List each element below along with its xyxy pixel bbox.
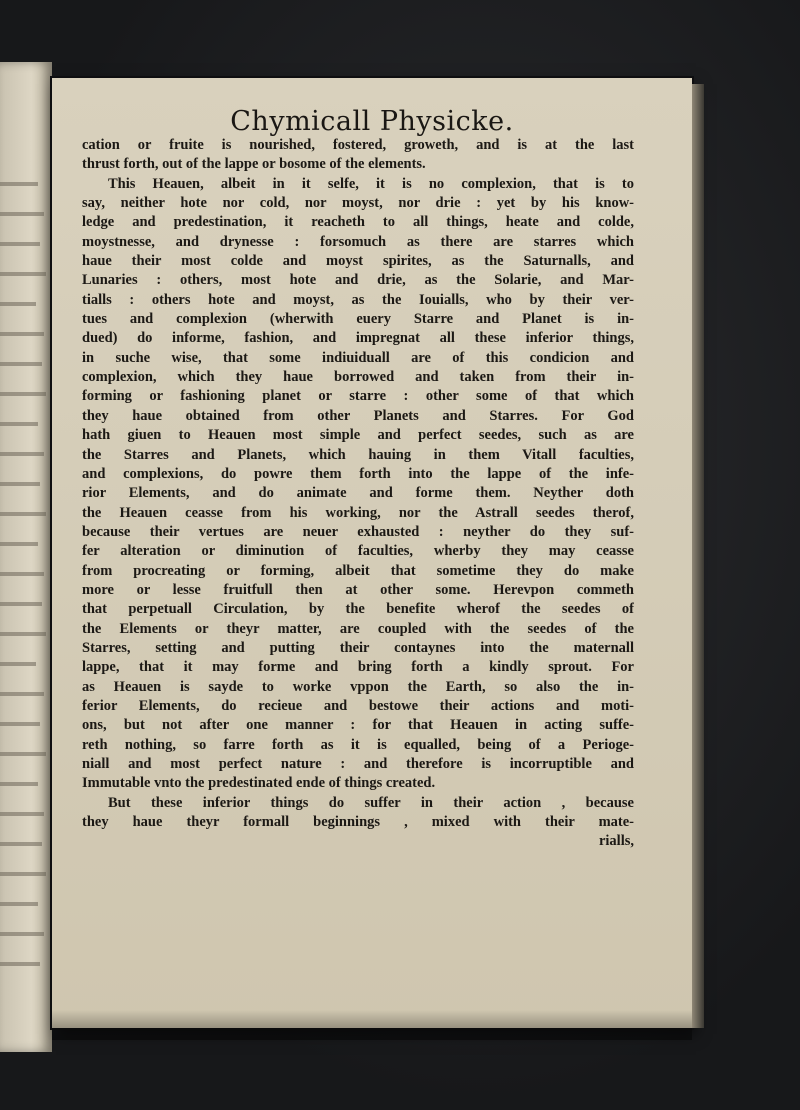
text-line: niall and most perfect nature : and therefore is incorruptible and	[82, 756, 634, 772]
text-line: reth nothing, so farre forth as it is equalled, being of a Perioge-	[82, 736, 634, 753]
page-body-text	[82, 136, 634, 852]
running-title: Chymicall Physicke.	[230, 106, 514, 137]
text-line: This Heauen, albeit in it selfe, it is no complexion, that is to	[108, 175, 634, 192]
text-line: complexion, which they haue borrowed and taken from their in-	[82, 369, 634, 386]
text-line: in suche wise, that some indiuiduall are of this condicion and	[82, 349, 634, 366]
text-line: Immutable vnto the predestinated ende of things created.	[82, 775, 436, 792]
text-line: the Heauen ceasse from his working, nor the Astrall seedes therof,	[82, 504, 634, 521]
text-line: and complexions, do powre them forth into the lappe of the infe-	[82, 465, 634, 482]
text-line: Lunaries : others, most hote and drie, as the Solarie, and Mar-	[82, 272, 634, 289]
book-page	[52, 78, 692, 1028]
text-line: rior Elements, and do animate and forme them. Neyther doth	[82, 485, 634, 502]
text-line: hath giuen to Heauen most simple and perfect seedes, such as are	[82, 427, 634, 444]
text-line: tialls : others hote and moyst, as the Iouialls, who by their ver-	[82, 291, 634, 308]
text-line: haue their most colde and moyst spirites, as the Saturnalls, and	[82, 253, 634, 270]
text-line: more or lesse fruitfull then at other some. Herevpon commeth	[82, 581, 634, 598]
text-line: cation or fruite is nourished, fostered, groweth, and is at the last	[82, 137, 634, 153]
text-line: ferior Elements, do recieue and bestowe their actions and moti-	[82, 697, 634, 714]
text-line: that perpetuall Circulation, by the benefite wherof the seedes of	[82, 601, 634, 618]
text-line: Starres, setting and putting their contaynes into the maternall	[82, 639, 634, 656]
text-line: tues and complexion (wherwith euery Starre and Planet is in-	[82, 311, 634, 328]
text-line: moystnesse, and drynesse : forsomuch as there are starres which	[82, 233, 634, 250]
text-line: ons, but not after one manner : for that Heauen in acting suffe-	[82, 717, 634, 734]
page-bottom-shadow	[52, 1010, 692, 1040]
text-line: the Starres and Planets, which hauing in them Vitall faculties,	[82, 446, 634, 463]
text-line: they haue theyr formall beginnings , mixed with their mate-	[82, 814, 634, 831]
text-line: they haue obtained from other Planets and Starres. For God	[82, 407, 634, 424]
text-line: because their vertues are neuer exhausted : neyther do they suf-	[82, 523, 634, 540]
text-line: lappe, that it may forme and bring forth a kindly sprout. For	[82, 659, 634, 676]
text-line: rialls,	[598, 833, 634, 850]
text-line: say, neither hote nor cold, nor moyst, nor drie : yet by his know-	[82, 195, 634, 212]
text-line: dued) do informe, fashion, and impregnat all these inferior things,	[82, 330, 634, 347]
text-line: But these inferior things do suffer in their action , because	[108, 794, 634, 811]
text-line: the Elements or theyr matter, are coupled with the seedes of the	[82, 620, 634, 637]
text-line: fer alteration or diminution of faculties, wherby they may ceasse	[82, 543, 634, 560]
text-line: as Heauen is sayde to worke vppon the Earth, so also the in-	[82, 678, 634, 695]
facing-page-edge	[0, 62, 52, 1052]
text-line: ledge and predestination, it reacheth to all things, heate and colde,	[82, 214, 634, 231]
text-line: from procreating or forming, albeit that sometime they do make	[82, 562, 634, 579]
text-line: thrust forth, out of the lappe or bosome of the elements.	[82, 156, 426, 173]
text-line: forming or fashioning planet or starre : other some of that which	[82, 388, 634, 405]
